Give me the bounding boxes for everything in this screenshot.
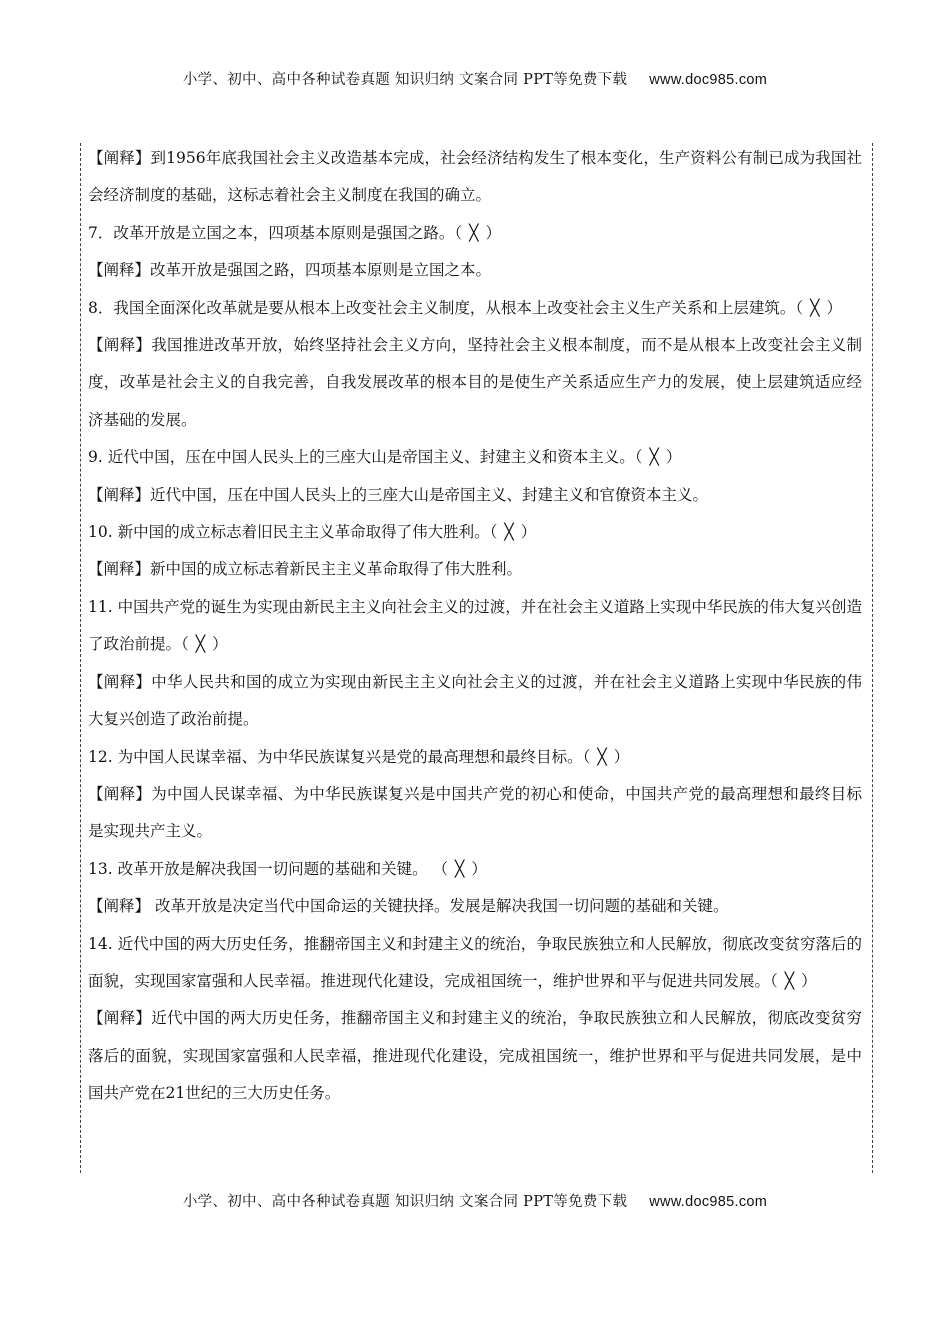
header-text: 小学、初中、高中各种试卷真题 知识归纳 文案合同 PPT等免费下载 [182, 72, 628, 88]
question-14: 14. 近代中国的两大历史任务，推翻帝国主义和封建主义的统治，争取民族独立和人民解放，彻底改变贫穷落后的面貌，实现国家富强和人民幸福。推进现代化建设，完成祖国统一，维护世界和平与促进共同发展。（ ╳ ） [88, 926, 862, 1001]
document-body [88, 140, 862, 1113]
page-footer [0, 1190, 950, 1211]
question-8: 8．我国全面深化改革就是要从根本上改变社会主义制度，从根本上改变社会主义生产关系和上层建筑。（ ╳ ） [88, 290, 862, 327]
explanation-12: 【阐释】为中国人民谋幸福、为中华民族谋复兴是中国共产党的初心和使命，中国共产党的最高理想和最终目标是实现共产主义。 [88, 784, 862, 841]
footer-text: 小学、初中、高中各种试卷真题 知识归纳 文案合同 PPT等免费下载 [182, 1194, 628, 1210]
wrong-mark-icon: ╳ [469, 223, 479, 242]
question-13: 13. 改革开放是解决我国一切问题的基础和关键。 （ ╳ ） [88, 851, 862, 888]
wrong-mark-icon: ╳ [597, 747, 607, 766]
wrong-mark-icon: ╳ [455, 859, 465, 878]
explanation-14: 【阐释】近代中国的两大历史任务，推翻帝国主义和封建主义的统治，争取民族独立和人民解放，彻底改变贫穷落后的面貌，实现国家富强和人民幸福，推进现代化建设，完成祖国统一，维护世界和平与促进共同发展，是中国共产党在21世纪的三大历史任务。 [88, 1009, 862, 1103]
explanation-9: 【阐释】近代中国，压在中国人民头上的三座大山是帝国主义、封建主义和官僚资本主义。 [88, 485, 709, 504]
question-11: 11. 中国共产党的诞生为实现由新民主主义向社会主义的过渡，并在社会主义道路上实现中华民族的伟大复兴创造了政治前提。（ ╳ ） [88, 589, 862, 664]
explanation-10: 【阐释】新中国的成立标志着新民主主义革命取得了伟大胜利。 [88, 560, 523, 579]
question-10: 10. 新中国的成立标志着旧民主主义革命取得了伟大胜利。（ ╳ ） [88, 514, 862, 551]
wrong-mark-icon: ╳ [784, 971, 795, 990]
question-9: 9. 近代中国，压在中国人民头上的三座大山是帝国主义、封建主义和资本主义。（ ╳ ） [88, 439, 862, 476]
explanation-7: 【阐释】改革开放是强国之路，四项基本原则是立国之本。 [88, 261, 492, 280]
explanation-11: 【阐释】中华人民共和国的成立为实现由新民主主义向社会主义的过渡，并在社会主义道路上实现中华民族的伟大复兴创造了政治前提。 [88, 672, 862, 729]
footer-url: www.doc985.com [649, 1194, 768, 1210]
wrong-mark-icon: ╳ [810, 298, 820, 317]
wrong-mark-icon: ╳ [649, 448, 659, 467]
question-12: 12. 为中国人民谋幸福、为中华民族谋复兴是党的最高理想和最终目标。（ ╳ ） [88, 739, 862, 776]
right-border-dashed [872, 143, 873, 1173]
wrong-mark-icon: ╳ [504, 523, 514, 542]
header-url: www.doc985.com [649, 72, 768, 88]
question-7: 7．改革开放是立国之本，四项基本原则是强国之路。（ ╳ ） [88, 215, 862, 252]
wrong-mark-icon: ╳ [195, 635, 206, 654]
explanation-6: 【阐释】到1956年底我国社会主义改造基本完成，社会经济结构发生了根本变化，生产资料公有制已成为我国社会经济制度的基础，这标志着社会主义制度在我国的确立。 [88, 149, 862, 205]
page-header [0, 68, 950, 89]
explanation-8: 【阐释】我国推进改革开放，始终坚持社会主义方向，坚持社会主义根本制度，而不是从根本上改变社会主义制度，改革是社会主义的自我完善，自我发展改革的根本目的是使生产关系适应生产力的发展，使上层建筑适应经济基础的发展。 [88, 336, 862, 429]
left-border-dashed [80, 143, 81, 1173]
explanation-13: 【阐释】 改革开放是决定当代中国命运的关键抉择。发展是解决我国一切问题的基础和关键。 [88, 897, 729, 916]
